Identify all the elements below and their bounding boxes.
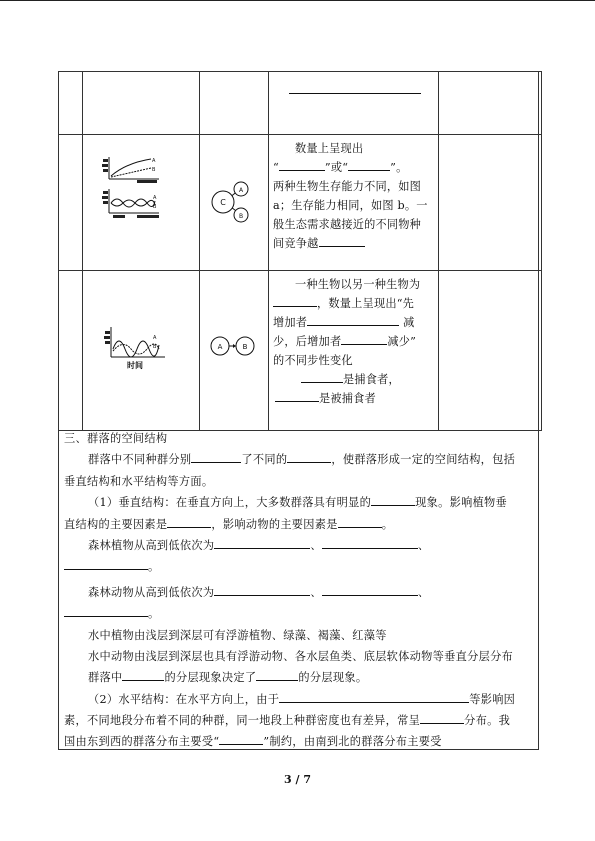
answer-blank bbox=[256, 668, 298, 681]
graph-a-label-bottom: B bbox=[152, 167, 156, 173]
predation-graph-image bbox=[83, 271, 199, 427]
competition-description: 数量上呈现出 “ ”或“ ”。 两种生物生存能力不同，如图 a；生存能力相同，如图 b。一 般生态需求越接近的不同物种 间竞争越 bbox=[273, 142, 428, 250]
answer-blank bbox=[371, 493, 415, 506]
svg-text:A: A bbox=[238, 187, 244, 194]
answer-blank bbox=[273, 294, 317, 307]
graph-a-label-top: A bbox=[152, 158, 156, 164]
answer-blank bbox=[219, 732, 263, 745]
answer-blank bbox=[301, 370, 343, 383]
relationship-table bbox=[58, 71, 542, 431]
table-row-predation bbox=[59, 271, 542, 431]
answer-blank bbox=[307, 313, 399, 326]
answer-blank bbox=[214, 536, 310, 549]
answer-blank bbox=[348, 158, 390, 171]
answer-blank bbox=[275, 389, 319, 402]
answer-blank bbox=[122, 668, 164, 681]
competition-graphs-image bbox=[83, 135, 199, 267]
page-number: 3 / 7 bbox=[284, 773, 311, 786]
svg-text:A: A bbox=[217, 343, 223, 351]
answer-blank bbox=[64, 604, 148, 617]
answer-blank bbox=[322, 583, 418, 596]
answer-blank bbox=[287, 450, 331, 463]
answer-blank bbox=[279, 690, 469, 703]
answer-blank bbox=[322, 536, 418, 549]
competition-diagram bbox=[200, 135, 268, 267]
answer-blank bbox=[64, 557, 148, 570]
table-row-competition bbox=[59, 135, 542, 271]
graph-label-a: A bbox=[153, 335, 157, 341]
answer-blank bbox=[214, 583, 310, 596]
graph-b-label-bottom: B bbox=[153, 204, 157, 210]
svg-text:B: B bbox=[242, 343, 248, 351]
section-spatial-structure: 三、群落的空间结构 群落中不同种群分别 了不同的 ，使群落形成一定的空间结构，包括 垂直结构和水平结构等方面。 （1）垂直结构：在垂直方向上，大多数群落具有明显的 现象。影响植物垂 直结构的主要因素是 ，影响动物的主要因素是 。 森林植物从高到低依次为 、 、 。 森林动物从高到低依次为 、 、 。 水中植物由浅层到深层可有浮游植物、绿藻、褐藻、红藻等 水中动物由浅层到深层也具有浮游动物、各水层鱼类、底层软体动物等垂直分层分布 群落中 的分层现象决定了 的分层现象。 （2）水平结构：在水平方向上，由于 等影响因 素，不同地段分布着不同的种群，同一地段上种群密度也有差异，常呈 分布。我 国由东到西的群落分布主要受“ ”制约，由南到北的群落分布主要受 bbox=[64, 428, 536, 753]
top-rule bbox=[0, 0, 595, 1]
answer-blank bbox=[420, 711, 464, 724]
answer-blank bbox=[289, 93, 421, 94]
answer-blank bbox=[191, 450, 241, 463]
graph-label-b: B bbox=[153, 344, 157, 350]
graph-b-label-top: A bbox=[153, 195, 157, 201]
svg-text:C: C bbox=[220, 198, 226, 207]
predation-diagram bbox=[200, 271, 268, 427]
graph-xlabel: 时间 bbox=[127, 361, 143, 370]
svg-text:B: B bbox=[238, 213, 244, 220]
section-heading: 三、群落的空间结构 bbox=[64, 432, 168, 445]
answer-blank bbox=[338, 515, 382, 528]
predation-description: 一种生物以另一种生物为 ，数量上呈现出“先 增加者 减 少，后增加者 减少” 的不同步性变化 是捕食者， 是被捕食者 bbox=[273, 278, 421, 405]
answer-blank bbox=[167, 515, 211, 528]
answer-blank bbox=[341, 332, 387, 345]
answer-blank bbox=[279, 158, 325, 171]
table-row-1 bbox=[59, 72, 542, 135]
answer-blank bbox=[319, 234, 365, 247]
